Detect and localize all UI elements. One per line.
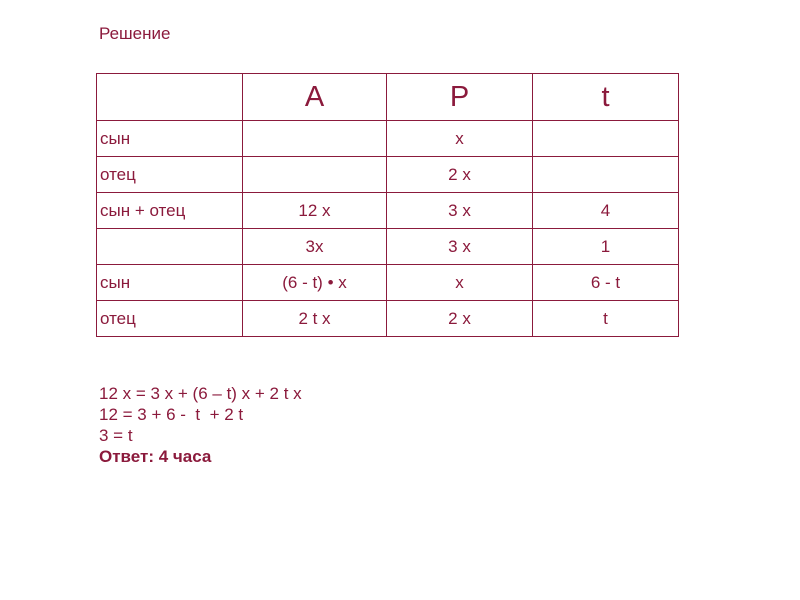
cell-a	[243, 157, 387, 193]
row-label: сын	[97, 121, 243, 157]
table-row	[97, 193, 679, 229]
cell-a: 12 x	[243, 193, 387, 229]
cell-p: x	[387, 265, 533, 301]
page-title: Решение	[99, 24, 171, 43]
cell-a	[243, 121, 387, 157]
cell-t	[533, 121, 679, 157]
row-label: сын + отец	[97, 193, 243, 229]
cell-t: 4	[533, 193, 679, 229]
answer-text: Ответ: 4 часа	[99, 447, 212, 466]
cell-p: 3 x	[387, 193, 533, 229]
cell-t	[533, 157, 679, 193]
table-row	[97, 121, 679, 157]
header-a: A	[243, 74, 387, 121]
equation-line: 3 = t	[99, 426, 133, 445]
cell-p: 2 x	[387, 157, 533, 193]
cell-a: 3x	[243, 229, 387, 265]
cell-t: 1	[533, 229, 679, 265]
cell-p: 3 x	[387, 229, 533, 265]
table-row	[97, 301, 679, 337]
cell-p: 2 x	[387, 301, 533, 337]
table-row	[97, 157, 679, 193]
solution-table	[96, 73, 679, 337]
table-row	[97, 265, 679, 301]
table-row	[97, 229, 679, 265]
equation-line: 12 = 3 + 6 - t + 2 t	[99, 405, 244, 424]
equations-block	[99, 383, 302, 467]
cell-t: 6 - t	[533, 265, 679, 301]
row-label	[97, 229, 243, 265]
table-header-row	[97, 74, 679, 121]
cell-p: x	[387, 121, 533, 157]
equation-line: 12 x = 3 x + (6 – t) x + 2 t x	[99, 384, 302, 403]
header-empty	[97, 74, 243, 121]
row-label: отец	[97, 301, 243, 337]
cell-a: 2 t x	[243, 301, 387, 337]
row-label: сын	[97, 265, 243, 301]
cell-a: (6 - t) • x	[243, 265, 387, 301]
row-label: отец	[97, 157, 243, 193]
cell-t: t	[533, 301, 679, 337]
header-t: t	[533, 74, 679, 121]
header-p: P	[387, 74, 533, 121]
